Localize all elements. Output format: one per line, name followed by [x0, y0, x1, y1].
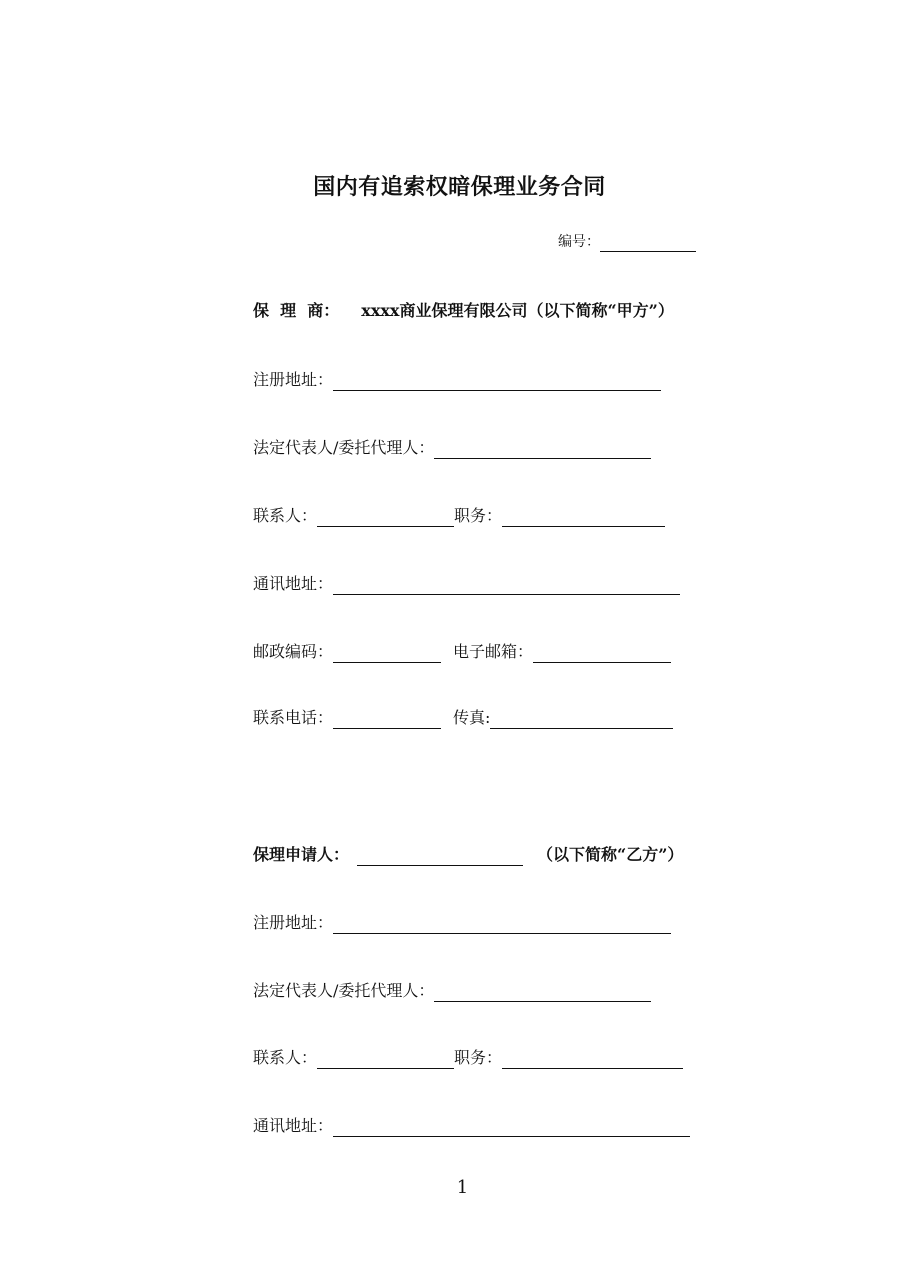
- party-a-name: xxxx商业保理有限公司（以下简称“甲方”）: [361, 301, 674, 320]
- party-b-contact-label: 联系人：: [253, 1048, 318, 1067]
- party-a-contact-blank[interactable]: [317, 509, 454, 527]
- party-b-suffix: （以下简称“乙方”）: [537, 845, 684, 864]
- party-a-position-blank[interactable]: [502, 509, 665, 527]
- party-a-postal-code-label: 邮政编码：: [253, 642, 334, 661]
- party-a-email-label: 电子邮箱：: [453, 642, 534, 661]
- party-b-legal-rep-label: 法定代表人/委托代理人：: [253, 981, 435, 1000]
- party-b-contact-blank[interactable]: [317, 1051, 454, 1069]
- party-b-contact-row: [253, 1047, 683, 1069]
- party-a-phone-fax-row: [253, 707, 673, 729]
- contract-title: 国内有追索权暗保理业务合同: [313, 174, 606, 200]
- party-b-registered-address-row: [253, 912, 671, 934]
- party-a-phone-label: 联系电话：: [253, 708, 334, 727]
- party-a-registered-address-label: 注册地址：: [253, 370, 334, 389]
- party-a-label: 保 理 商：: [253, 301, 340, 320]
- party-b-registered-address-blank[interactable]: [333, 916, 671, 934]
- party-a-mailing-address-blank[interactable]: [333, 577, 680, 595]
- party-b-legal-rep-blank[interactable]: [434, 984, 651, 1002]
- party-a-contact-label: 联系人：: [253, 506, 318, 525]
- party-a-postal-email-row: [253, 641, 671, 663]
- party-a-registered-address-blank[interactable]: [333, 373, 661, 391]
- party-a-postal-code-blank[interactable]: [333, 645, 441, 663]
- contract-number-blank[interactable]: [600, 234, 696, 252]
- party-a-mailing-address-row: [253, 573, 680, 595]
- party-b-heading: [253, 844, 683, 866]
- party-a-heading: [253, 300, 674, 322]
- party-b-mailing-address-blank[interactable]: [333, 1119, 690, 1137]
- page-number: 1: [456, 1177, 469, 1198]
- party-b-label: 保理申请人：: [253, 845, 350, 864]
- party-a-legal-rep-row: [253, 437, 651, 459]
- party-b-registered-address-label: 注册地址：: [253, 913, 334, 932]
- party-a-legal-rep-label: 法定代表人/委托代理人：: [253, 438, 435, 457]
- party-a-legal-rep-blank[interactable]: [434, 441, 651, 459]
- party-b-position-label: 职务：: [454, 1048, 503, 1067]
- party-a-registered-address-row: [253, 369, 661, 391]
- party-b-position-blank[interactable]: [502, 1051, 683, 1069]
- contract-number-label: 编号：: [558, 234, 600, 250]
- party-a-email-blank[interactable]: [533, 645, 671, 663]
- party-a-contact-row: [253, 505, 665, 527]
- party-b-mailing-address-row: [253, 1115, 690, 1137]
- party-b-name-blank[interactable]: [357, 848, 523, 866]
- contract-number-row: [558, 232, 696, 252]
- party-a-fax-label: 传真:: [453, 708, 491, 727]
- party-b-mailing-address-label: 通讯地址：: [253, 1116, 334, 1135]
- party-a-position-label: 职务：: [454, 506, 503, 525]
- party-a-phone-blank[interactable]: [333, 711, 441, 729]
- party-b-legal-rep-row: [253, 980, 651, 1002]
- party-a-mailing-address-label: 通讯地址：: [253, 574, 334, 593]
- party-a-fax-blank[interactable]: [490, 711, 673, 729]
